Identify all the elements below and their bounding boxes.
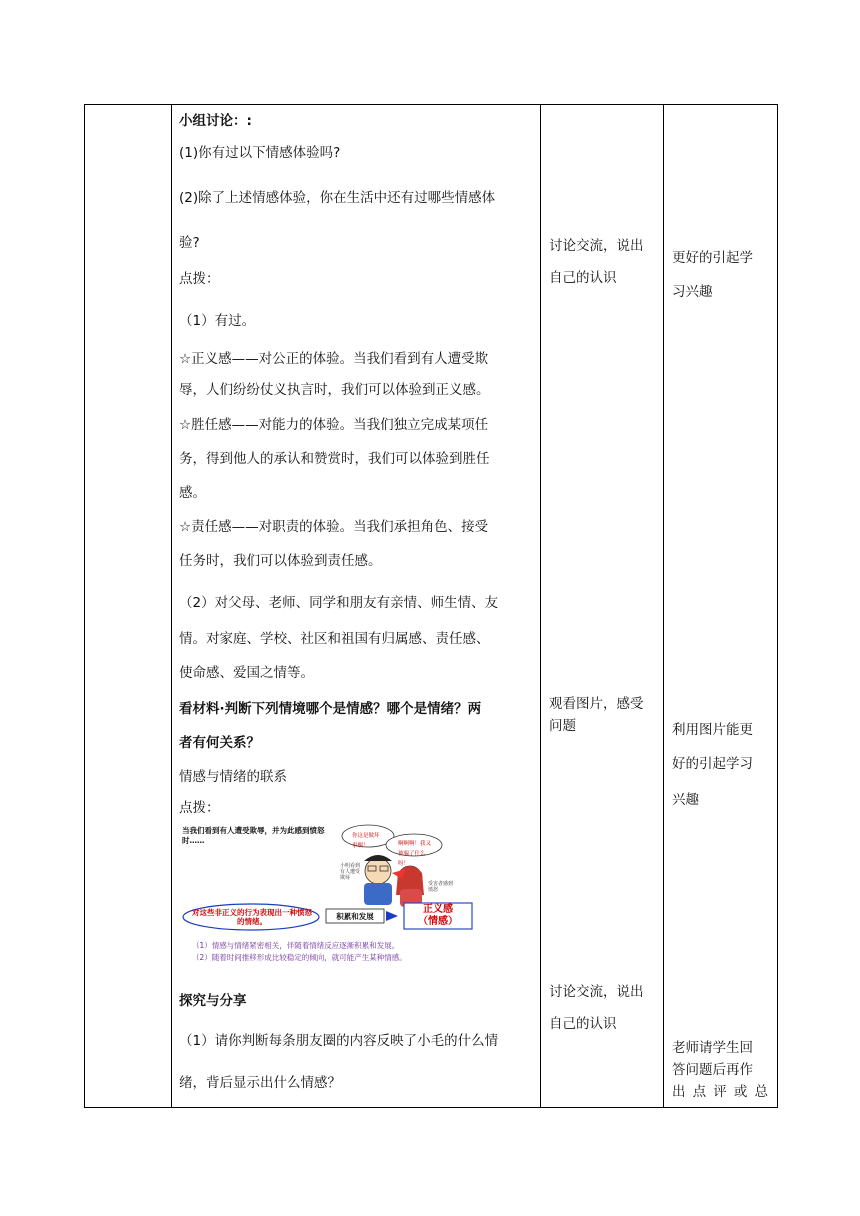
answer-2-line-2: 情。对家庭、学校、社区和祖国有归属感、责任感、: [179, 631, 490, 647]
justice-box-text: 正义感（情感）: [418, 904, 458, 927]
activity-1-line-1: 讨论交流，说出: [549, 238, 644, 254]
design-intent-cell: [664, 105, 778, 1108]
answer-1: （1）有过。: [179, 313, 256, 329]
intent-2-line-1: 利用图片能更: [672, 722, 753, 738]
activity-2-line-1: 观看图片，感受: [549, 696, 644, 712]
emotion-figure: [178, 823, 478, 973]
intent-1-line-2: 习兴趣: [672, 284, 713, 300]
material-question-line-1: 看材料·判断下列情境哪个是情感？哪个是情绪？两: [179, 701, 482, 717]
justice-line-1: ☆正义感——对公正的体验。当我们看到有人遭受欺: [179, 351, 489, 367]
explore-question-line-1: （1）请你判断每条朋友圈的内容反映了小毛的什么情: [179, 1033, 499, 1049]
hint-label: 点拨：: [179, 271, 220, 287]
group-discussion-heading: 小组讨论：:: [179, 113, 252, 129]
speech-bubble-1: 你这是做坏事啊！: [352, 833, 380, 849]
question-2-line-2: 验?: [179, 235, 200, 251]
intent-3-line-1: 老师请学生回: [672, 1040, 753, 1056]
intent-2-line-3: 兴趣: [672, 792, 699, 808]
content-cell: [172, 105, 541, 1108]
justice-line-2: 辱，人们纷纷仗义执言时，我们可以体验到正义感。: [179, 382, 490, 398]
intent-2-line-2: 好的引起学习: [672, 756, 753, 772]
question-2-line-1: (2)除了上述情感体验，你在生活中还有过哪些情感体: [179, 190, 496, 206]
responsibility-line-2: 任务时，我们可以体验到责任感。: [179, 553, 382, 569]
competence-line-3: 感。: [179, 485, 206, 501]
lesson-table: [84, 104, 778, 1108]
hint-label-2: 点拨：: [179, 800, 220, 816]
material-question-line-2: 者有何关系？: [179, 735, 260, 751]
explore-question-line-2: 绪，背后显示出什么情感？: [179, 1075, 341, 1091]
intent-1-line-1: 更好的引起学: [672, 250, 753, 266]
explore-share-heading: 探究与分享: [179, 993, 247, 1009]
activity-3-line-2: 自己的认识: [549, 1016, 617, 1032]
competence-line-2: 务，得到他人的承认和赞赏时，我们可以体验到胜任: [179, 451, 490, 467]
figure-caption: 当我们看到有人遭受欺辱，并为此感到愤怒时……: [182, 826, 325, 845]
side-note-1: 小明看到有人遭受欺辱: [340, 863, 361, 881]
intent-3-line-3: 出点评或总: [672, 1084, 768, 1100]
responsibility-line-1: ☆责任感——对职责的体验。当我们承担角色、接受: [179, 519, 489, 535]
figure-point-1: （1）情感与情绪紧密相关，伴随着情绪反应逐渐积累和发展。: [192, 941, 400, 950]
blank-cell: [85, 105, 172, 1108]
intent-3-line-2: 答问题后再作: [672, 1062, 753, 1078]
activity-3-line-1: 讨论交流，说出: [549, 984, 644, 1000]
figure-point-2: （2）随着时间推移形成比较稳定的倾向，就可能产生某种情感。: [192, 953, 407, 962]
side-note-2: 受害者感到愤怒: [428, 881, 454, 893]
ellipse-text: 对这些非正义的行为表现出一种愤怒的情绪。: [192, 908, 312, 926]
competence-line-1: ☆胜任感——对能力的体验。当我们独立完成某项任: [179, 417, 489, 433]
activity-1-line-2: 自己的认识: [549, 270, 617, 286]
answer-2-line-3: 使命感、爱国之情等。: [179, 665, 314, 681]
answer-2-line-1: （2）对父母、老师、同学和朋友有亲情、师生情、友: [179, 595, 499, 611]
question-1: (1)你有过以下情感体验吗?: [179, 145, 341, 161]
arrow-label: 积累和发展: [336, 912, 374, 921]
student-activity-cell: [541, 105, 664, 1108]
activity-2-line-2: 问题: [549, 718, 576, 734]
relation-heading: 情感与情绪的联系: [179, 769, 287, 785]
speech-bubble-2: 啊啊啊！我又被骗了什么呀！: [398, 841, 432, 867]
